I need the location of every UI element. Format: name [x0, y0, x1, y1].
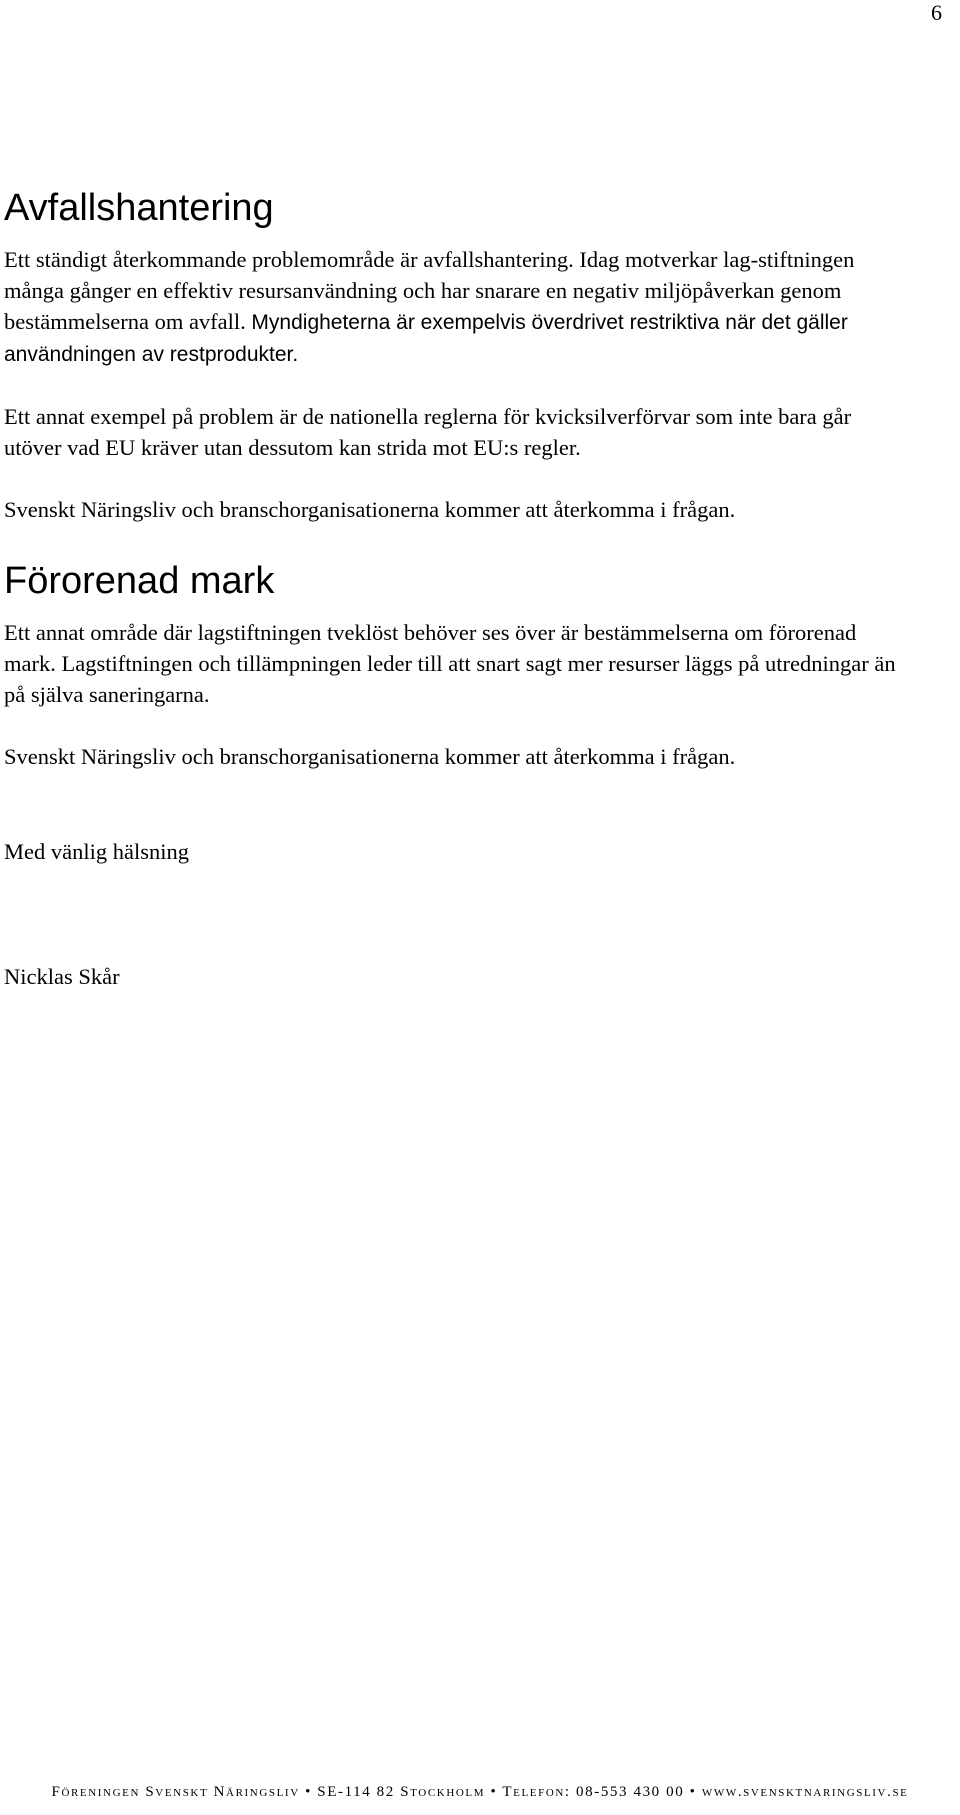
document-body [4, 186, 904, 1023]
paragraph-avfall-followup: Svenskt Näringsliv och branschorganisationerna kommer att återkomma i frågan. [4, 497, 736, 522]
paragraph-avfall-intro-text: Ett ständigt återkommande problemområde är avfallshantering. Idag motverkar lag-stiftningen många gånger en effektiv resursanvändning och har snarare en negativ miljöpåverkan genom bestämmelserna om avfall. [4, 247, 855, 334]
section-heading-avfallshantering: Avfallshantering [4, 187, 274, 229]
paragraph-kvicksilver: Ett annat exempel på problem är de nationella reglerna för kvicksilverförvar som inte bara går utöver vad EU kräver utan dessutom kan strida mot EU:s regler. [4, 404, 852, 460]
paragraph-mark-followup: Svenskt Näringsliv och branschorganisationerna kommer att återkomma i frågan. [4, 744, 736, 769]
section-fororenad-mark [4, 559, 904, 772]
paragraph-avfall-intro-text-sans: Myndigheterna är exempelvis överdrivet restriktiva när det gäller användningen av restprodukter. [4, 311, 848, 366]
footer-address: Föreningen Svenskt Näringsliv • SE-114 82 Stockholm • Telefon: 08-553 430 00 • www.svensktnaringsliv.se [51, 1784, 909, 1800]
page-number: 6 [931, 0, 942, 25]
section-avfallshantering [4, 186, 904, 525]
paragraph-fororenad-mark: Ett annat område där lagstiftningen tveklöst behöver ses över är bestämmelserna om förorenad mark. Lagstiftningen och tillämpningen leder till att snart sagt mer resurser läggs på utredningar än på själva saneringarna. [4, 620, 896, 707]
closing-greeting: Med vänlig hälsning [4, 839, 189, 864]
paragraph-avfall-intro [4, 244, 904, 370]
signature-name: Nicklas Skår [4, 964, 120, 989]
section-heading-fororenad-mark: Förorenad mark [4, 560, 275, 602]
